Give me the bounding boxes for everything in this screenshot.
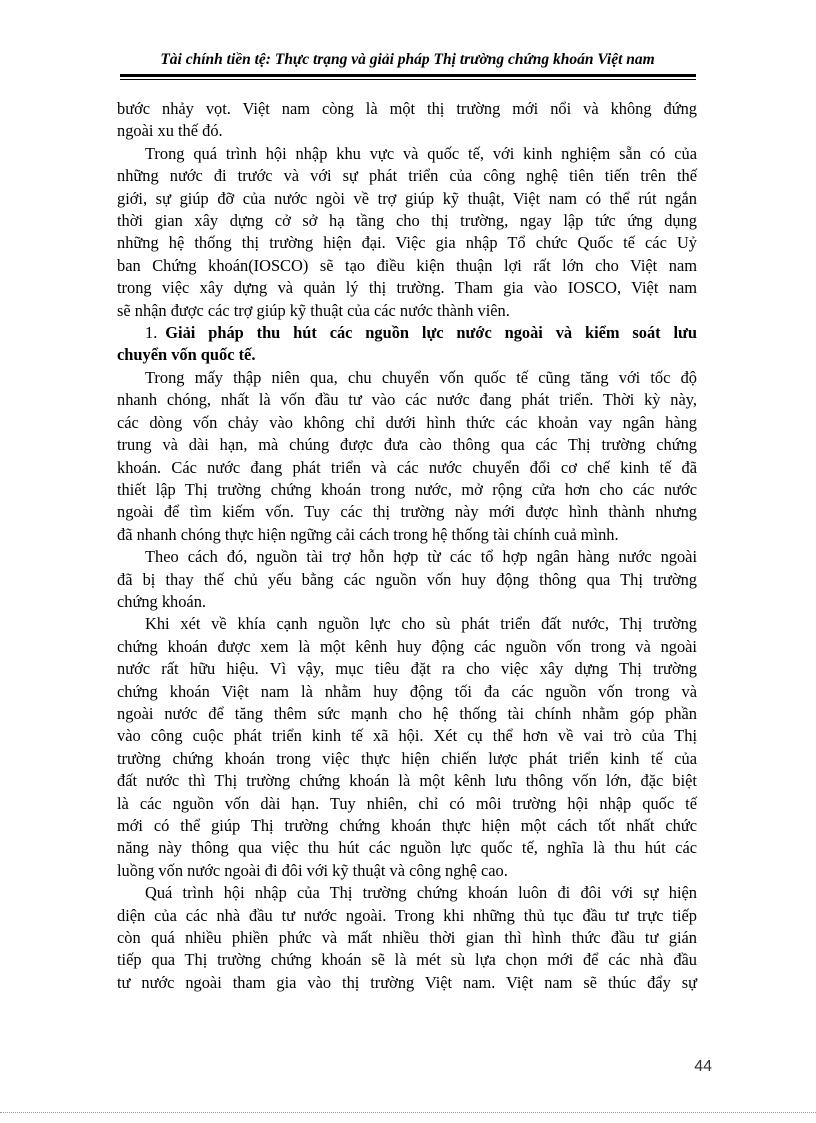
- intro-paragraphs: [117, 98, 697, 322]
- paragraph: [117, 143, 697, 322]
- text-line: trung và dài hạn, mà chúng được đưa cào thông qua các Thị trường chứng: [117, 435, 697, 455]
- text-line: tư nước ngoài tham gia vào thị trường Việt nam. Việt nam sẽ thúc đẩy sự: [117, 972, 697, 992]
- paragraph: [117, 367, 697, 546]
- text-line: ban Chứng khoán(IOSCO) sẽ tạo điều kiện thuận lợi rất lớn cho Việt nam: [117, 255, 697, 275]
- text-line: khoán. Các nước đang phát triển và các nước chuyển đổi cơ chế kinh tế đã: [117, 457, 697, 477]
- text-line: ngoài để tìm kiếm vốn. Tuy các thị trường này mới được hình thành nhưng: [117, 502, 697, 522]
- text-line: Theo cách đó, nguồn tài trợ hỗn hợp từ các tổ hợp ngân hàng nước ngoài: [145, 547, 697, 567]
- body-text: [117, 98, 697, 994]
- text-line: vào công cuộc phát triển kinh tế xã hội. Xét cụ thể hơn về vai trò của Thị: [117, 726, 697, 746]
- paragraph: [117, 98, 697, 143]
- paragraph: [117, 546, 697, 613]
- footer-dotted-rule: [0, 1112, 816, 1113]
- text-line: thiết lập Thị trường chứng khoán trong nước, mở rộng cửa hơn cho các nước: [117, 479, 697, 499]
- text-line: ngoài xu thế đó.: [117, 121, 223, 141]
- heading-line: [117, 322, 697, 344]
- text-line: tiếp qua Thị trường chứng khoán sẽ là mét sù lựa chọn mới để các nhà đầu: [117, 950, 697, 970]
- paragraph: [117, 613, 697, 882]
- text-line: đã nhanh chóng thực hiện ngững cải cách trong hệ thống tài chính cuả mình.: [117, 524, 619, 544]
- heading-number: 1.: [145, 323, 158, 343]
- text-line: Trong mấy thập niên qua, chu chuyển vốn quốc tế cũng tăng với tốc độ: [145, 367, 697, 387]
- running-header: Tài chính tiền tệ: Thực trạng và giải pháp Thị trường chứng khoán Việt nam: [160, 51, 655, 68]
- text-line: mới có thể giúp Thị trường chứng khoán thực hiện một cách tốt nhất chức: [117, 816, 697, 835]
- heading-text: Giải pháp thu hút các nguồn lực nước ngoài và kiểm soát lưu: [165, 323, 697, 343]
- text-line: luồng vốn nước ngoài đi đôi với kỹ thuật và công nghệ cao.: [117, 860, 508, 880]
- heading-line: chuyển vốn quốc tế.: [117, 345, 256, 365]
- text-line: các dòng vốn chảy vào không chỉ dưới hình thức các khoản vay ngân hàng: [117, 412, 697, 432]
- page-number: 44: [694, 1058, 712, 1075]
- paragraph: [117, 882, 697, 994]
- text-line: bước nhảy vọt. Việt nam còng là một thị trường mới nổi và không đứng: [117, 99, 697, 118]
- text-line: là các nguồn vốn dài hạn. Tuy nhiên, chỉ có môi trường hội nhập quốc tế: [117, 793, 697, 813]
- text-line: Khi xét về khía cạnh nguồn lực cho sù phát triển đất nước, Thị trường: [145, 614, 697, 634]
- text-line: những hệ thống thị trường hiện đại. Việc gia nhập Tổ chức Quốc tế các Uỷ: [117, 233, 697, 253]
- text-line: Quá trình hội nhập của Thị trường chứng khoán luôn đi đôi với sự hiện: [145, 883, 697, 903]
- text-line: giới, sự giúp đỡ của nước ngòi về trợ giúp kỹ thuật, Việt nam có thể rút ngắn: [117, 188, 697, 208]
- text-line: chứng khoán Việt nam là nhằm huy động tối đa các nguồn vốn trong và: [117, 681, 697, 701]
- text-line: đã bị thay thế chủ yếu bằng các nguồn vốn huy động thông qua Thị trường: [117, 569, 697, 589]
- header-rule: [120, 74, 696, 80]
- text-line: nước rất hữu hiệu. Vì vậy, mục tiêu đặt ra cho việc xây dựng Thị trường: [117, 659, 697, 679]
- section-paragraphs: [117, 367, 697, 994]
- text-line: trường chứng khoán trong việc thực hiện chiến lược phát triển kinh tế của: [117, 748, 697, 768]
- text-line: chứng khoán được xem là một kênh huy động các nguồn vốn trong và ngoài: [117, 636, 697, 656]
- text-line: ngoài nước để tăng thêm sức mạnh cho hệ thống tài chính nhằm góp phần: [117, 703, 697, 723]
- text-line: chứng khoán.: [117, 591, 206, 611]
- text-line: còn quá nhiều phiền phức và mất nhiều thời gian thì hình thức đầu tư gián: [117, 928, 697, 948]
- text-line: trong việc xây dựng và quản lý thị trường. Tham gia vào IOSCO, Việt nam: [117, 278, 697, 298]
- text-line: đất nước thì Thị trường chứng khoán là một kênh lưu thông vốn lớn, đặc biệt: [117, 771, 697, 791]
- text-line: những nước đi trước và với sự phát triển của công nghệ tiên tiến trên thế: [117, 166, 697, 186]
- section-heading: [117, 322, 697, 367]
- text-line: nhanh chóng, nhất là vốn đầu tư vào các nước đang phát triển. Thời kỳ này,: [117, 390, 697, 410]
- text-line: sẽ nhận được các trợ giúp kỹ thuật của các nước thành viên.: [117, 300, 510, 320]
- text-line: Trong quá trình hội nhập khu vực và quốc tế, với kinh nghiệm sẵn có của: [145, 143, 697, 163]
- text-line: thời gian xây dựng cở sở hạ tầng cho thị trường, ngay lập tức ứng dụng: [117, 211, 697, 231]
- text-line: diện của các nhà đầu tư nước ngoài. Trong khi những thủ tục đầu tư trực tiếp: [117, 905, 697, 925]
- text-line: năng này thông qua việc thu hút các nguồn lực quốc tế, nghĩa là thu hút các: [117, 838, 697, 858]
